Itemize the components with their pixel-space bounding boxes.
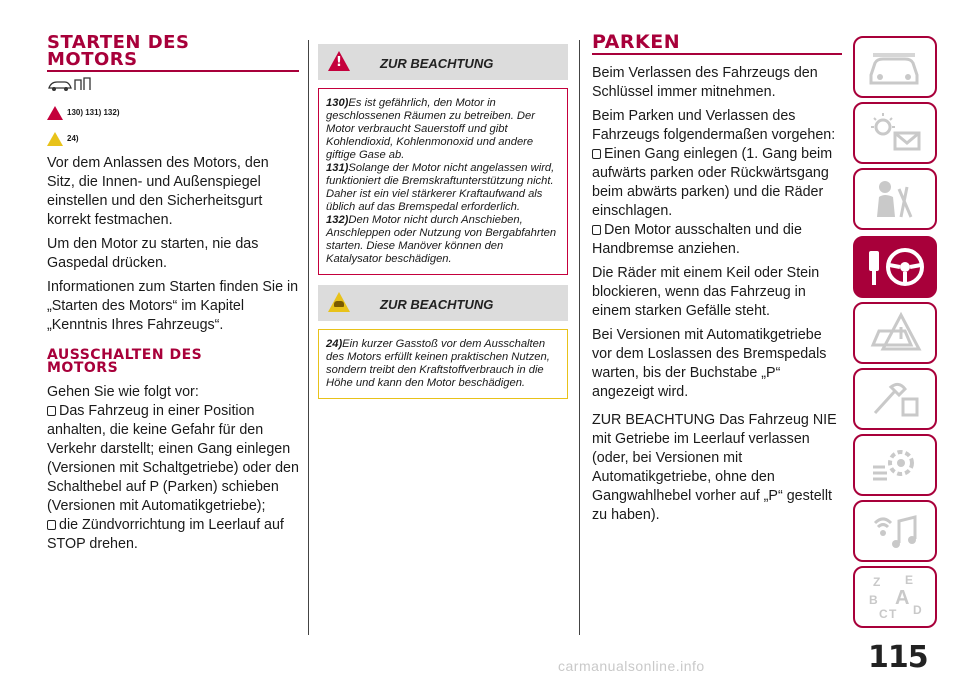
caution-box-header: ZUR BEACHTUNG bbox=[318, 285, 568, 321]
paragraph: Vor dem Anlassen des Motors, den Sitz, die Innen- und Außenspiegel einstellen und den Sicherheitsgurt korrekt festmachen. bbox=[47, 155, 269, 228]
paragraph: ZUR BEACHTUNG Das Fahrzeug NIE mit Getriebe im Leerlauf verlassen (oder, bei Versionen mit Automatikgetriebe, ohne den Gangwahlhebel vorher auf „P“ gestellt zu haben). bbox=[592, 412, 837, 523]
tab-warning-lights[interactable] bbox=[853, 102, 937, 164]
warning-item: 131)Solange der Motor nicht angelassen wird, funktioniert die Bremskraftunterstützung nicht. Daher ist ein viel stärkerer Kraftaufwand als üblich auf das Bremspedal erforderlich. bbox=[326, 162, 555, 213]
section-title-stopping: AUSSCHALTEN DES MOTORS bbox=[47, 347, 203, 376]
caution-refs-line: 24) bbox=[47, 130, 299, 148]
section-title-starting: STARTEN DES MOTORS bbox=[47, 32, 190, 70]
page-number: 115 bbox=[868, 640, 928, 675]
index-icon bbox=[863, 572, 927, 622]
list-item: Den Motor ausschalten und die Handbremse anziehen. bbox=[592, 222, 802, 257]
column-divider bbox=[579, 40, 580, 635]
car-dashboard-icon bbox=[865, 45, 925, 89]
checkbox-bullet-icon bbox=[47, 406, 56, 416]
tab-starting-driving[interactable] bbox=[853, 236, 937, 298]
paragraph: Bei Versionen mit Automatikgetriebe vor dem Loslassen des Bremspedals warten, bis der Buchstabe „P“ angezeigt wird. bbox=[592, 327, 827, 400]
caution-box bbox=[318, 329, 568, 399]
seat-safety-icon bbox=[865, 177, 925, 221]
paragraph: Informationen zum Starten finden Sie in „Starten des Motors“ im Kapitel „Kenntnis Ihres Fahrzeugs“. bbox=[47, 279, 299, 333]
tools-icon bbox=[865, 377, 925, 421]
paragraph: Um den Motor zu starten, nie das Gaspedal drücken. bbox=[47, 236, 259, 271]
index-letter: C bbox=[879, 607, 888, 621]
tab-multimedia[interactable] bbox=[853, 500, 937, 562]
index-letter: A bbox=[895, 587, 910, 609]
tab-dashboard[interactable] bbox=[853, 36, 937, 98]
column-divider bbox=[308, 40, 309, 635]
steering-wheel-key-icon bbox=[863, 243, 927, 291]
warning-box-header: ! ZUR BEACHTUNG bbox=[318, 44, 568, 80]
middle-column bbox=[318, 44, 568, 399]
list-item: die Zündvorrichtung im Leerlauf auf STOP drehen. bbox=[47, 517, 284, 552]
index-letter: B bbox=[869, 593, 878, 607]
watermark: carmanualsonline.info bbox=[558, 658, 705, 674]
emergency-icon bbox=[865, 311, 925, 355]
paragraph: Gehen Sie wie folgt vor: bbox=[47, 384, 199, 400]
paragraph: Beim Verlassen des Fahrzeugs den Schlüssel immer mitnehmen. bbox=[592, 65, 818, 100]
warning-lights-icon bbox=[865, 111, 925, 155]
right-column bbox=[592, 0, 842, 525]
tab-emergency[interactable] bbox=[853, 302, 937, 364]
caution-car-icon bbox=[47, 132, 63, 146]
title-rule bbox=[592, 53, 842, 55]
list-item: Das Fahrzeug in einer Position anhalten, die keine Gefahr für den Verkehr darstellt; einen Gang einlegen (Versionen mit Schaltgetriebe) oder den Schalthebel auf P (Parken) schieben (Versionen mit Automatikgetriebe); bbox=[47, 403, 299, 514]
tab-maintenance[interactable] bbox=[853, 434, 937, 496]
maintenance-icon bbox=[865, 443, 925, 487]
warning-triangle-icon bbox=[47, 106, 63, 120]
checkbox-bullet-icon bbox=[592, 225, 601, 235]
car-key-icon bbox=[47, 75, 299, 98]
index-letter: D bbox=[913, 603, 922, 617]
checkbox-bullet-icon bbox=[592, 149, 601, 159]
section-title-parking: PARKEN bbox=[592, 31, 681, 53]
checkbox-bullet-icon bbox=[47, 520, 56, 530]
tab-emergency-tools[interactable] bbox=[853, 368, 937, 430]
tab-index[interactable] bbox=[853, 566, 937, 628]
tab-safety[interactable] bbox=[853, 168, 937, 230]
multimedia-icon bbox=[865, 509, 925, 553]
warning-item: 130)Es ist gefährlich, den Motor in geschlossenen Räumen zu betreiben. Der Motor verbraucht Sauerstoff und gibt Kohlendioxid, Kohlenmonoxid und andere giftige Gase ab. bbox=[326, 97, 535, 161]
paragraph: Die Räder mit einem Keil oder Stein blockieren, wenn das Fahrzeug in einem starken Gefälle steht. bbox=[592, 265, 820, 319]
warning-refs-line: 130) 131) 132) bbox=[47, 104, 299, 122]
warning-box bbox=[318, 88, 568, 275]
index-letter: T bbox=[889, 607, 897, 621]
title-rule bbox=[47, 70, 299, 72]
caution-car-icon bbox=[328, 292, 350, 312]
warning-triangle-icon bbox=[328, 51, 350, 71]
left-column bbox=[47, 0, 299, 554]
caution-item: 24)Ein kurzer Gasstoß vor dem Ausschalten des Motors erfüllt keinen praktischen Nutzen, sondern treibt den Kraftstoffverbrauch in die Höhe und kann den Motor beschädigen. bbox=[326, 338, 550, 389]
index-letter: Z bbox=[873, 575, 881, 589]
index-letter: E bbox=[905, 573, 914, 587]
list-item: Einen Gang einlegen (1. Gang beim aufwärts parken oder Rückwärtsgang beim abwärts parken) und die Räder einschlagen. bbox=[592, 146, 833, 219]
warning-item: 132)Den Motor nicht durch Anschieben, Anschleppen oder Nutzung von Bergabfahrten starten. Diese Manöver können den Katalysator beschädigen. bbox=[326, 214, 557, 265]
paragraph: Beim Parken und Verlassen des Fahrzeugs folgendermaßen vorgehen: bbox=[592, 108, 836, 143]
